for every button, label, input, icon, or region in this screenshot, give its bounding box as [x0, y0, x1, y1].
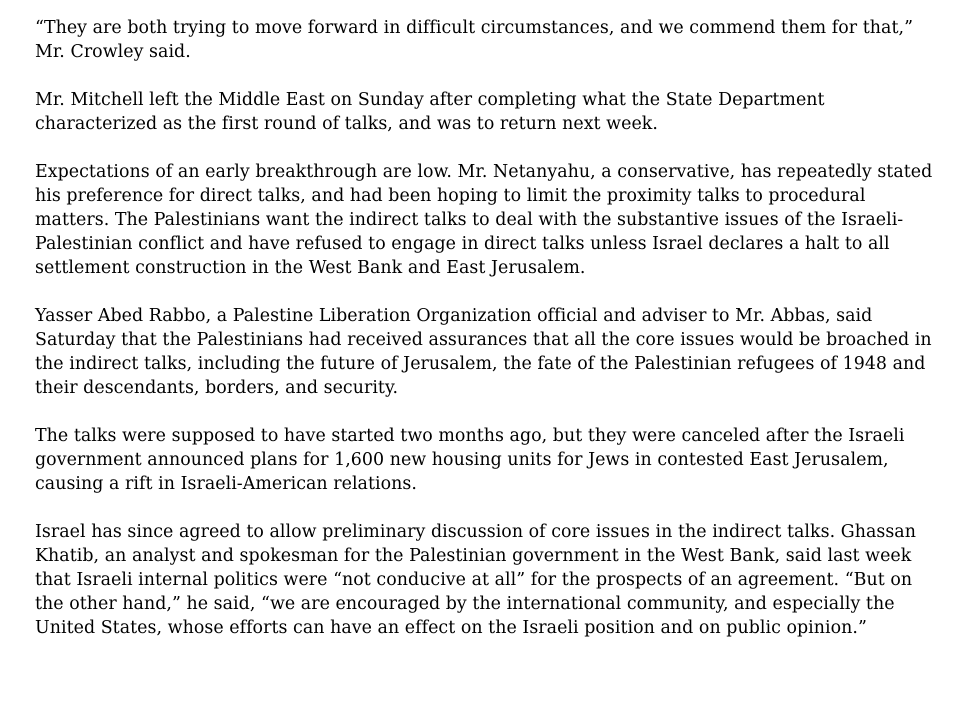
paragraph-crowley-quote: “They are both trying to move forward in difficult circumstances, and we commend them for that,” Mr. Crowley said. [35, 18, 914, 62]
paragraph-talks-canceled: The talks were supposed to have started two months ago, but they were canceled after the Israeli government announced plans for 1,600 new housing units for Jews in contested East Jerusalem, causing a rift in Israeli-American relations. [35, 426, 905, 494]
paragraph-expectations: Expectations of an early breakthrough are low. Mr. Netanyahu, a conservative, has repeatedly stated his preference for direct talks, and had been hoping to limit the proximity talks to procedural matters. The Palestinians want the indirect talks to deal with the substantive issues of the Israeli-Palestinian conflict and have refused to engage in direct talks unless Israel declares a halt to all settlement construction in the West Bank and East Jerusalem. [35, 162, 933, 278]
paragraph-abed-rabbo: Yasser Abed Rabbo, a Palestine Liberation Organization official and adviser to Mr. Abbas, said Saturday that the Palestinians had received assurances that all the core issues would be broached in the indirect talks, including the future of Jerusalem, the fate of the Palestinian refugees of 1948 and their descendants, borders, and security. [35, 306, 932, 398]
paragraph-mitchell: Mr. Mitchell left the Middle East on Sunday after completing what the State Department characterized as the first round of talks, and was to return next week. [35, 90, 825, 134]
document-body [35, 16, 935, 640]
paragraph-khatib: Israel has since agreed to allow preliminary discussion of core issues in the indirect talks. Ghassan Khatib, an analyst and spokesman for the Palestinian government in the West Bank, said last week that Israeli internal politics were “not conducive at all” for the prospects of an agreement. “But on the other hand,” he said, “we are encouraged by the international community, and especially the United States, whose efforts can have an effect on the Israeli position and on public opinion.” [35, 522, 916, 638]
